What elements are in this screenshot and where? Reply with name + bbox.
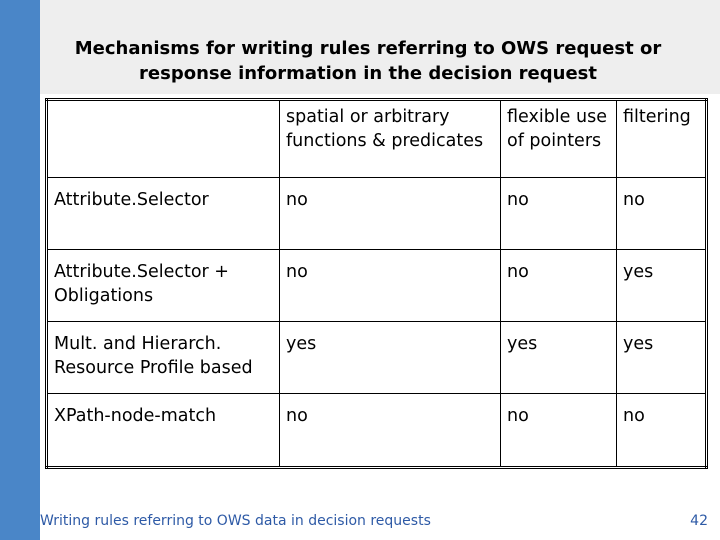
table-cell: yes (617, 250, 707, 322)
row-label: Mult. and Hierarch. Resource Profile based (47, 322, 280, 394)
table-cell: no (280, 178, 501, 250)
header-row (47, 100, 707, 178)
table-cell: yes (280, 322, 501, 394)
table-cell: no (280, 250, 501, 322)
table-cell: no (501, 178, 617, 250)
table-cell: no (501, 250, 617, 322)
table-cell: yes (617, 322, 707, 394)
table-row (47, 394, 707, 468)
header-cell-spatial-functions: spatial or arbitrary functions & predicates (280, 100, 501, 178)
table-row (47, 178, 707, 250)
row-label: Attribute.Selector (47, 178, 280, 250)
slide-title (40, 36, 696, 86)
mechanisms-table (45, 98, 708, 469)
slide-title-line-2: response information in the decision request (139, 63, 597, 84)
header-cell-empty (47, 100, 280, 178)
row-label: Attribute.Selector + Obligations (47, 250, 280, 322)
table-cell: yes (501, 322, 617, 394)
table-cell: no (617, 178, 707, 250)
table-cell: no (501, 394, 617, 468)
table-row (47, 250, 707, 322)
header-cell-filtering: filtering (617, 100, 707, 178)
table-cell: no (280, 394, 501, 468)
table-row (47, 322, 707, 394)
slide-footer: Writing rules referring to OWS data in decision requests (40, 513, 431, 529)
slide-title-line-1: Mechanisms for writing rules referring to OWS request or (74, 38, 662, 59)
left-accent-bar (0, 0, 40, 540)
header-cell-flexible-pointers: flexible use of pointers (501, 100, 617, 178)
row-label: XPath-node-match (47, 394, 280, 468)
table-cell: no (617, 394, 707, 468)
page-number: 42 (690, 513, 708, 529)
